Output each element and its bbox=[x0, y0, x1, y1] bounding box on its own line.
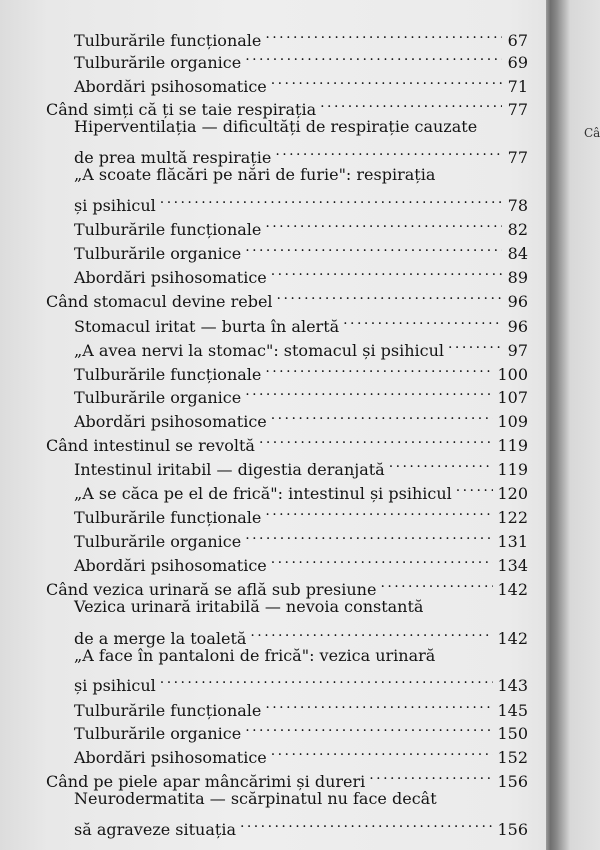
dot-leader bbox=[320, 91, 502, 115]
toc-section-entry bbox=[74, 235, 528, 263]
dot-leader bbox=[250, 620, 493, 644]
dot-leader bbox=[265, 211, 502, 235]
dot-leader bbox=[160, 667, 494, 691]
toc-entry-title: Tulburările funcționale bbox=[74, 31, 262, 50]
toc-section-entry bbox=[74, 547, 528, 575]
toc-entry-title: Hiperventilația — dificultăți de respirație cauzate bbox=[74, 117, 478, 136]
toc-entry-title: „A avea nervi la stomac": stomacul și psihicul bbox=[74, 341, 445, 360]
toc-page-number: 96 bbox=[507, 317, 528, 336]
toc-chapter-entry bbox=[46, 91, 528, 119]
dot-leader bbox=[277, 283, 502, 307]
toc-section-entry bbox=[74, 595, 528, 619]
toc-entry-title: Abordări psihosomatice bbox=[74, 556, 267, 575]
toc-section-entry bbox=[74, 475, 528, 503]
dot-leader bbox=[271, 403, 494, 427]
toc-section-entry bbox=[74, 163, 528, 187]
toc-section-entry bbox=[74, 139, 528, 167]
toc-page-number: 119 bbox=[497, 460, 528, 479]
toc-chapter-entry bbox=[46, 283, 528, 311]
toc-section-entry bbox=[74, 644, 528, 668]
toc-entry-title: Vezica urinară iritabilă — nevoia constantă bbox=[74, 597, 424, 616]
toc-entry-title: „A scoate flăcări pe nări de furie": respirația bbox=[74, 165, 436, 184]
dot-leader bbox=[160, 187, 502, 211]
toc-page-number: 142 bbox=[497, 629, 528, 648]
dot-leader bbox=[259, 427, 494, 451]
toc-entry-title: Abordări psihosomatice bbox=[74, 748, 267, 767]
toc-section-entry bbox=[74, 499, 528, 527]
toc-page-number: 145 bbox=[497, 701, 528, 720]
toc-chapter-entry bbox=[46, 571, 528, 599]
toc-entry-title: Când pe piele apar mâncărimi și dureri bbox=[46, 772, 366, 791]
toc-page-number: 69 bbox=[507, 53, 528, 72]
toc-page-number: 97 bbox=[507, 341, 528, 360]
dot-leader bbox=[271, 739, 494, 763]
toc-entry-title: Când intestinul se revoltă bbox=[46, 436, 255, 455]
toc-entry-title: să agraveze situația bbox=[74, 820, 236, 839]
dot-leader bbox=[448, 332, 502, 356]
dot-leader bbox=[245, 523, 493, 547]
facing-page-edge bbox=[546, 0, 600, 850]
dot-leader bbox=[265, 356, 493, 380]
dot-leader bbox=[456, 475, 494, 499]
dot-leader bbox=[245, 44, 502, 68]
toc-section-entry bbox=[74, 692, 528, 720]
toc-page-number: 150 bbox=[497, 724, 528, 743]
toc-entry-title: Când vezica urinară se află sub presiune bbox=[46, 580, 377, 599]
dot-leader bbox=[265, 22, 502, 46]
toc-entry-title: Tulburările organice bbox=[74, 532, 242, 551]
toc-chapter-entry bbox=[46, 427, 528, 455]
toc-entry-title: și psihicul bbox=[74, 196, 156, 215]
toc-page-number: 131 bbox=[497, 532, 528, 551]
toc-page-number: 152 bbox=[497, 748, 528, 767]
toc-page-number: 84 bbox=[507, 244, 528, 263]
toc-section-entry bbox=[74, 715, 528, 743]
toc-entry-title: de a merge la toaletă bbox=[74, 629, 247, 648]
toc-entry-title: și psihicul bbox=[74, 676, 156, 695]
toc-page-number: 82 bbox=[507, 220, 528, 239]
toc-page-number: 77 bbox=[507, 100, 528, 119]
dot-leader bbox=[271, 547, 494, 571]
toc-page-number: 67 bbox=[507, 31, 528, 50]
dot-leader bbox=[245, 715, 493, 739]
toc-page-number: 156 bbox=[497, 772, 528, 791]
toc-entry-title: Stomacul iritat — burta în alertă bbox=[74, 317, 340, 336]
toc-entry-title: Abordări psihosomatice bbox=[74, 77, 267, 96]
toc-page-number: 109 bbox=[497, 412, 528, 431]
toc-entry-title: Tulburările funcționale bbox=[74, 365, 262, 384]
toc-entry-title: Neurodermatita — scărpinatul nu face decât bbox=[74, 789, 437, 808]
toc-section-entry bbox=[74, 787, 528, 811]
dot-leader bbox=[271, 259, 502, 283]
toc-chapter-entry bbox=[46, 763, 528, 791]
dot-leader bbox=[245, 235, 502, 259]
toc-entry-title: „A face în pantaloni de frică": vezica urinară bbox=[74, 646, 436, 665]
dot-leader bbox=[369, 763, 493, 787]
toc-entry-title: Tulburările funcționale bbox=[74, 701, 262, 720]
toc-entry-title: de prea multă respirație bbox=[74, 148, 272, 167]
dot-leader bbox=[343, 308, 502, 332]
edge-text-fragment: Câ bbox=[584, 126, 600, 140]
dot-leader bbox=[240, 811, 493, 835]
toc-page-number: 134 bbox=[497, 556, 528, 575]
toc-page-number: 71 bbox=[507, 77, 528, 96]
toc-section-entry bbox=[74, 44, 528, 72]
toc-section-entry bbox=[74, 523, 528, 551]
toc-page-number: 78 bbox=[507, 196, 528, 215]
toc-entry-title: Tulburările organice bbox=[74, 388, 242, 407]
dot-leader bbox=[265, 499, 493, 523]
toc-section-entry bbox=[74, 68, 528, 96]
toc-page-number: 89 bbox=[507, 268, 528, 287]
toc-section-entry bbox=[74, 259, 528, 287]
toc-section-entry bbox=[74, 356, 528, 384]
toc-entry-title: Tulburările funcționale bbox=[74, 220, 262, 239]
dot-leader bbox=[389, 451, 494, 475]
toc-page-number: 119 bbox=[497, 436, 528, 455]
toc-section-entry bbox=[74, 403, 528, 431]
dot-leader bbox=[275, 139, 502, 163]
toc-entry-title: Tulburările funcționale bbox=[74, 508, 262, 527]
toc-section-entry bbox=[74, 187, 528, 215]
toc-section-entry bbox=[74, 620, 528, 648]
toc-entry-title: „A se căca pe el de frică": intestinul și psihicul bbox=[74, 484, 452, 503]
toc-section-entry bbox=[74, 22, 528, 50]
toc-page-number: 77 bbox=[507, 148, 528, 167]
toc-section-entry bbox=[74, 211, 528, 239]
toc-section-entry bbox=[74, 451, 528, 479]
toc-entry-title: Abordări psihosomatice bbox=[74, 268, 267, 287]
toc-section-entry bbox=[74, 115, 528, 139]
dot-leader bbox=[245, 379, 493, 403]
toc-page-number: 156 bbox=[497, 820, 528, 839]
toc-page-number: 107 bbox=[497, 388, 528, 407]
dot-leader bbox=[380, 571, 493, 595]
toc-section-entry bbox=[74, 308, 528, 336]
toc-section-entry bbox=[74, 739, 528, 767]
toc-entry-title: Când simți că ți se taie respirația bbox=[46, 100, 317, 119]
toc-page-number: 96 bbox=[507, 292, 528, 311]
dot-leader bbox=[265, 692, 493, 716]
toc-section-entry bbox=[74, 379, 528, 407]
toc-page-number: 143 bbox=[497, 676, 528, 695]
toc-page-number: 120 bbox=[497, 484, 528, 503]
toc-page-number: 122 bbox=[497, 508, 528, 527]
toc-entry-title: Când stomacul devine rebel bbox=[46, 292, 273, 311]
toc-entry-title: Intestinul iritabil — digestia deranjată bbox=[74, 460, 385, 479]
toc-page-number: 142 bbox=[497, 580, 528, 599]
toc-page-number: 100 bbox=[497, 365, 528, 384]
toc-entry-title: Tulburările organice bbox=[74, 724, 242, 743]
dot-leader bbox=[271, 68, 502, 92]
toc-section-entry bbox=[74, 811, 528, 839]
toc-entry-title: Tulburările organice bbox=[74, 244, 242, 263]
toc-section-entry bbox=[74, 667, 528, 695]
toc-entry-title: Abordări psihosomatice bbox=[74, 412, 267, 431]
toc-entry-title: Tulburările organice bbox=[74, 53, 242, 72]
toc-section-entry bbox=[74, 332, 528, 360]
